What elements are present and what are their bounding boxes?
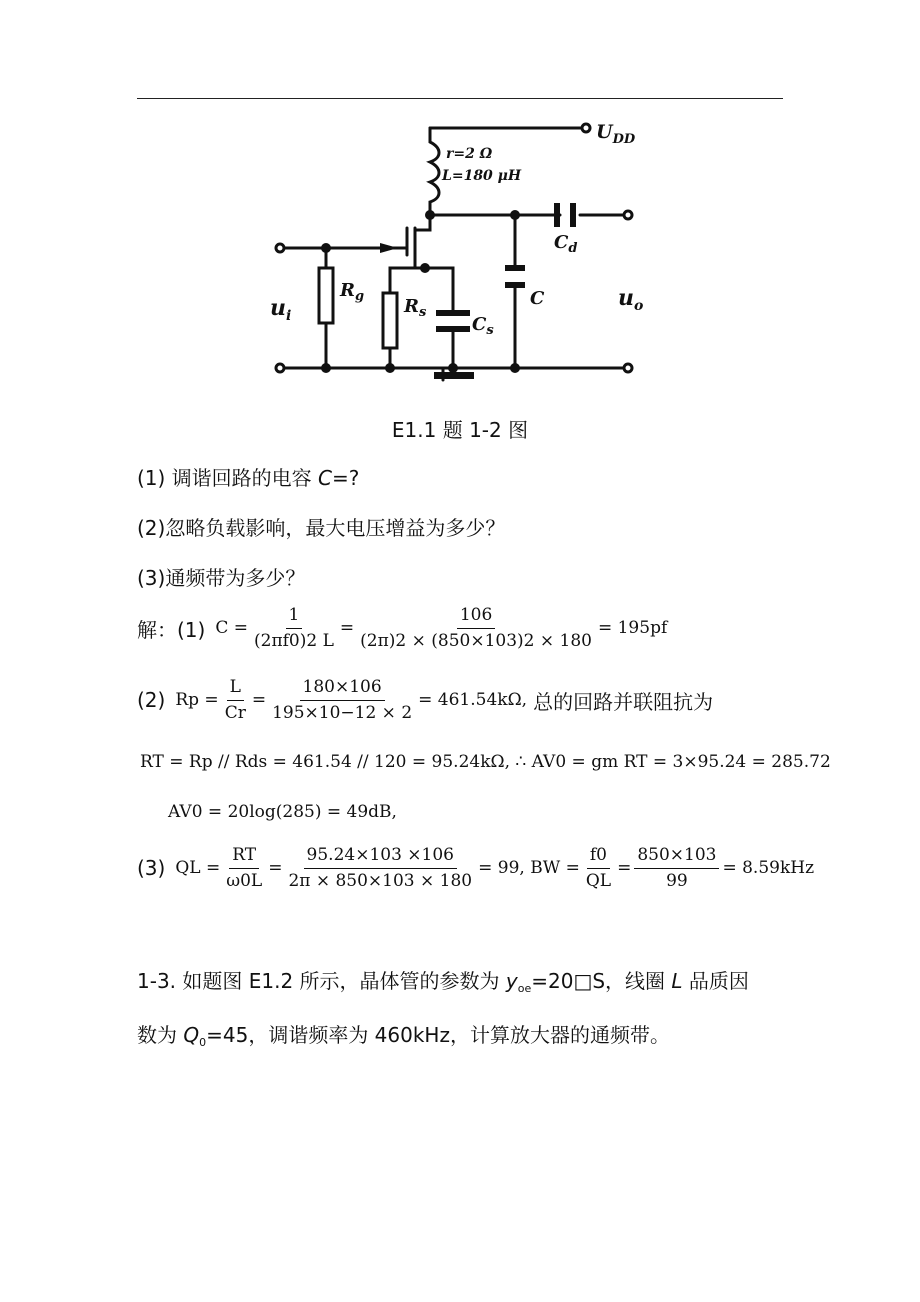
fraction: $\frac{f0}{QL}$ xyxy=(585,845,612,891)
inductance-label: L=180 μH xyxy=(442,168,522,184)
question-2: (2)忽略负载影响，最大电压增益为多少？ xyxy=(137,516,506,540)
fraction: $\frac{L}{Cr}$ xyxy=(224,677,246,723)
solution-1: 解：(1) C = $\frac{1}{(2\pi f0)2 L}$ = $\frac{106}{(2\pi)2 \times (850\times 103)2 \times 180}$ = 195pf xyxy=(137,605,668,651)
solution-5: (3) QL = $\frac{RT}{\omega 0L}$ = $\frac{95.24\times 103 \times 106}{2\pi \times 850\times 103 \times 180}$ = 99, BW = $\frac{f0}{QL}$ = $\frac{850\times 103}{99}$ = 8.59kHz xyxy=(137,845,815,891)
header-rule xyxy=(137,98,783,99)
question-3: (3)通频带为多少？ xyxy=(137,566,306,590)
question-1: (1) 调谐回路的电容 C=? xyxy=(137,466,360,490)
c-label: C xyxy=(530,288,545,309)
fraction: $\frac{180\times 106}{195\times 10-12 \times 2}$ xyxy=(272,677,413,723)
cs-label: $C_s$ xyxy=(472,314,494,338)
udd-label: $U_{DD}$ xyxy=(596,121,636,147)
fraction: $\frac{850\times 103}{99}$ xyxy=(634,846,719,890)
problem-line-1: 1-3. 如题图 E1.2 所示，晶体管的参数为 $y_{oe}=20□S$，线圈 L 品质因 xyxy=(137,969,749,995)
solution-3: RT = Rp // Rds = 461.54 // 120 = 95.24kΩ, ∴ AV0 = gm RT = 3×95.24 = 285.72 xyxy=(140,752,831,772)
rg-label: $R_g$ xyxy=(340,280,365,304)
figure-caption: E1.1 题 1-2 图 xyxy=(391,418,529,442)
fraction: $\frac{RT}{\omega 0L}$ xyxy=(226,845,263,891)
problem-1-3 xyxy=(137,958,787,1066)
cd-label: $C_d$ xyxy=(554,232,578,256)
uo-label: $u_o$ xyxy=(618,285,644,314)
problem-line-2: 数为 $Q_0=45$，调谐频率为 460kHz，计算放大器的通频带。 xyxy=(137,1023,670,1049)
solution-4: AV0 = 20log(285) = 49dB, xyxy=(168,802,397,822)
fraction: $\frac{106}{(2\pi)2 \times (850\times 103)2 \times 180}$ xyxy=(360,605,592,651)
resistance-label: r=2 Ω xyxy=(446,146,493,162)
ui-label: $u_i$ xyxy=(270,295,292,324)
fraction: $\frac{1}{(2\pi f0)2 L}$ xyxy=(254,605,334,651)
fraction: $\frac{95.24\times 103 \times 106}{2\pi \times 850\times 103 \times 180}$ xyxy=(288,845,473,891)
solution-2: (2) Rp = $\frac{L}{Cr}$ = $\frac{180\times 106}{195\times 10-12 \times 2}$ = 461.54kΩ, 总的回路并联阻抗为 xyxy=(137,677,714,723)
rs-label: $R_s$ xyxy=(404,296,427,320)
circuit-diagram xyxy=(260,110,660,395)
